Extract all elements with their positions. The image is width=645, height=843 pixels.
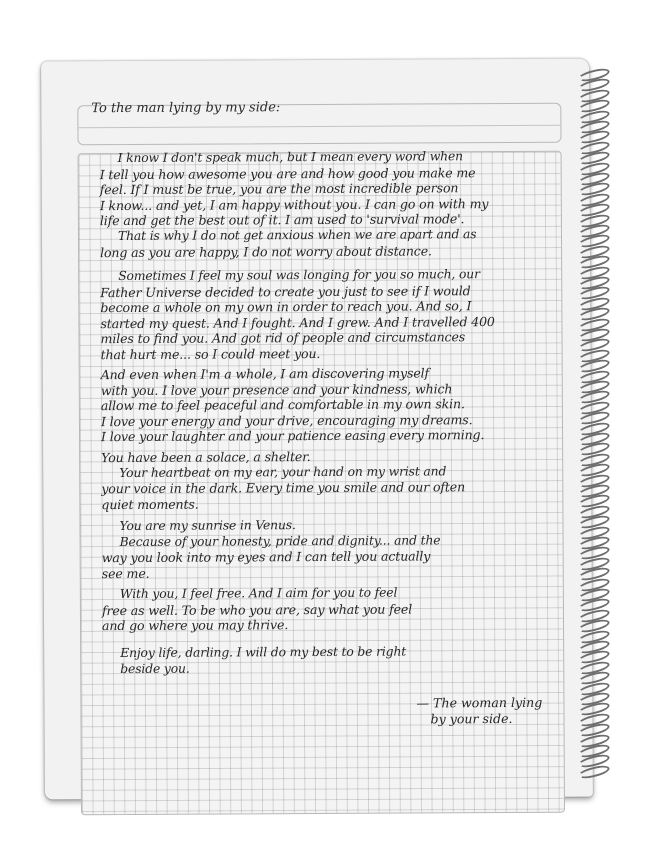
- letter-line: long as you are happy, I do not worry about distance.: [100, 242, 432, 260]
- letter-line: quiet moments.: [101, 496, 199, 512]
- letter-line: that hurt me... so I could meet you.: [100, 345, 321, 363]
- letter-line: miles to find you. And got rid of people and circumstances: [100, 329, 466, 347]
- letter-line: Sometimes I feel my soul was longing for you so much, our: [118, 267, 480, 284]
- letter-heading: To the man lying by my side:: [91, 100, 281, 117]
- letter-line: That is why I do not get anxious when we are apart and as: [117, 227, 477, 244]
- letter-line: With you, I feel free. And I aim for you to feel: [119, 585, 398, 602]
- letter-line: your voice in the dark. Every time you smile and our often: [101, 479, 466, 497]
- spiral-binding: [578, 70, 618, 782]
- letter-line: I know... and yet, I am happy without you. I can go on with my: [99, 195, 489, 213]
- letter-line: Because of your honesty, pride and dignity... and the: [119, 532, 441, 549]
- letter-paragraph: [100, 149, 571, 261]
- letter-line: I love your energy and your drive, encouraging my dreams.: [100, 411, 473, 429]
- letter-line: become a whole on my own in order to reach you. And so, I: [100, 298, 472, 316]
- letter-line: feel. If I must be true, you are the most incredible person: [99, 180, 459, 198]
- letter-line: And even when I'm a whole, I am discovering myself: [100, 365, 430, 383]
- letter-paragraph: [101, 365, 571, 445]
- letter-line: I tell you how awesome you are and how good you make me: [99, 164, 476, 182]
- letter-line: started my quest. And I fought. And I grew. And I travelled 400: [100, 313, 495, 331]
- letter-line: see me.: [101, 565, 150, 581]
- signature: [416, 695, 566, 727]
- letter-line: Enjoy life, darling. I will do my best to be right: [120, 644, 407, 661]
- letter-line: with you. I love your presence and your kindness, which: [100, 380, 453, 398]
- letter-paragraph: [102, 585, 572, 634]
- letter-line: You have been a solace, a shelter.: [101, 449, 311, 466]
- notebook-page: [41, 59, 593, 800]
- letter-line: Father Universe decided to create you just to see if I would: [100, 282, 471, 300]
- letter-line: beside you.: [120, 661, 190, 676]
- letter-line: I know I don't speak much, but I mean every word when: [117, 149, 463, 166]
- letter-line: free as well. To be who you are, say what you feel: [101, 601, 413, 618]
- header-rule: [78, 125, 560, 129]
- signature-line-1: — The woman lying: [416, 694, 543, 711]
- letter-line: way you look into my eyes and I can tell you actually: [101, 548, 431, 566]
- letter-line: You are my sunrise in Venus.: [119, 518, 296, 534]
- letter-line: I love your laughter and your patience easing every morning.: [100, 427, 485, 445]
- signature-line-2: by your side.: [430, 710, 513, 727]
- letter-paragraph: [102, 644, 572, 678]
- letter-paragraph: [100, 267, 570, 363]
- letter-line: life and get the best out of it. I am used to 'survival mode'.: [99, 211, 465, 229]
- letter-line: Your heartbeat on my ear, your hand on my wrist and: [119, 463, 447, 480]
- letter-paragraph: [101, 517, 571, 582]
- letter-line: and go where you may thrive.: [101, 617, 289, 634]
- letter-paragraph: [101, 448, 571, 513]
- letter-line: allow me to feel peaceful and comfortable in my own skin.: [100, 396, 465, 414]
